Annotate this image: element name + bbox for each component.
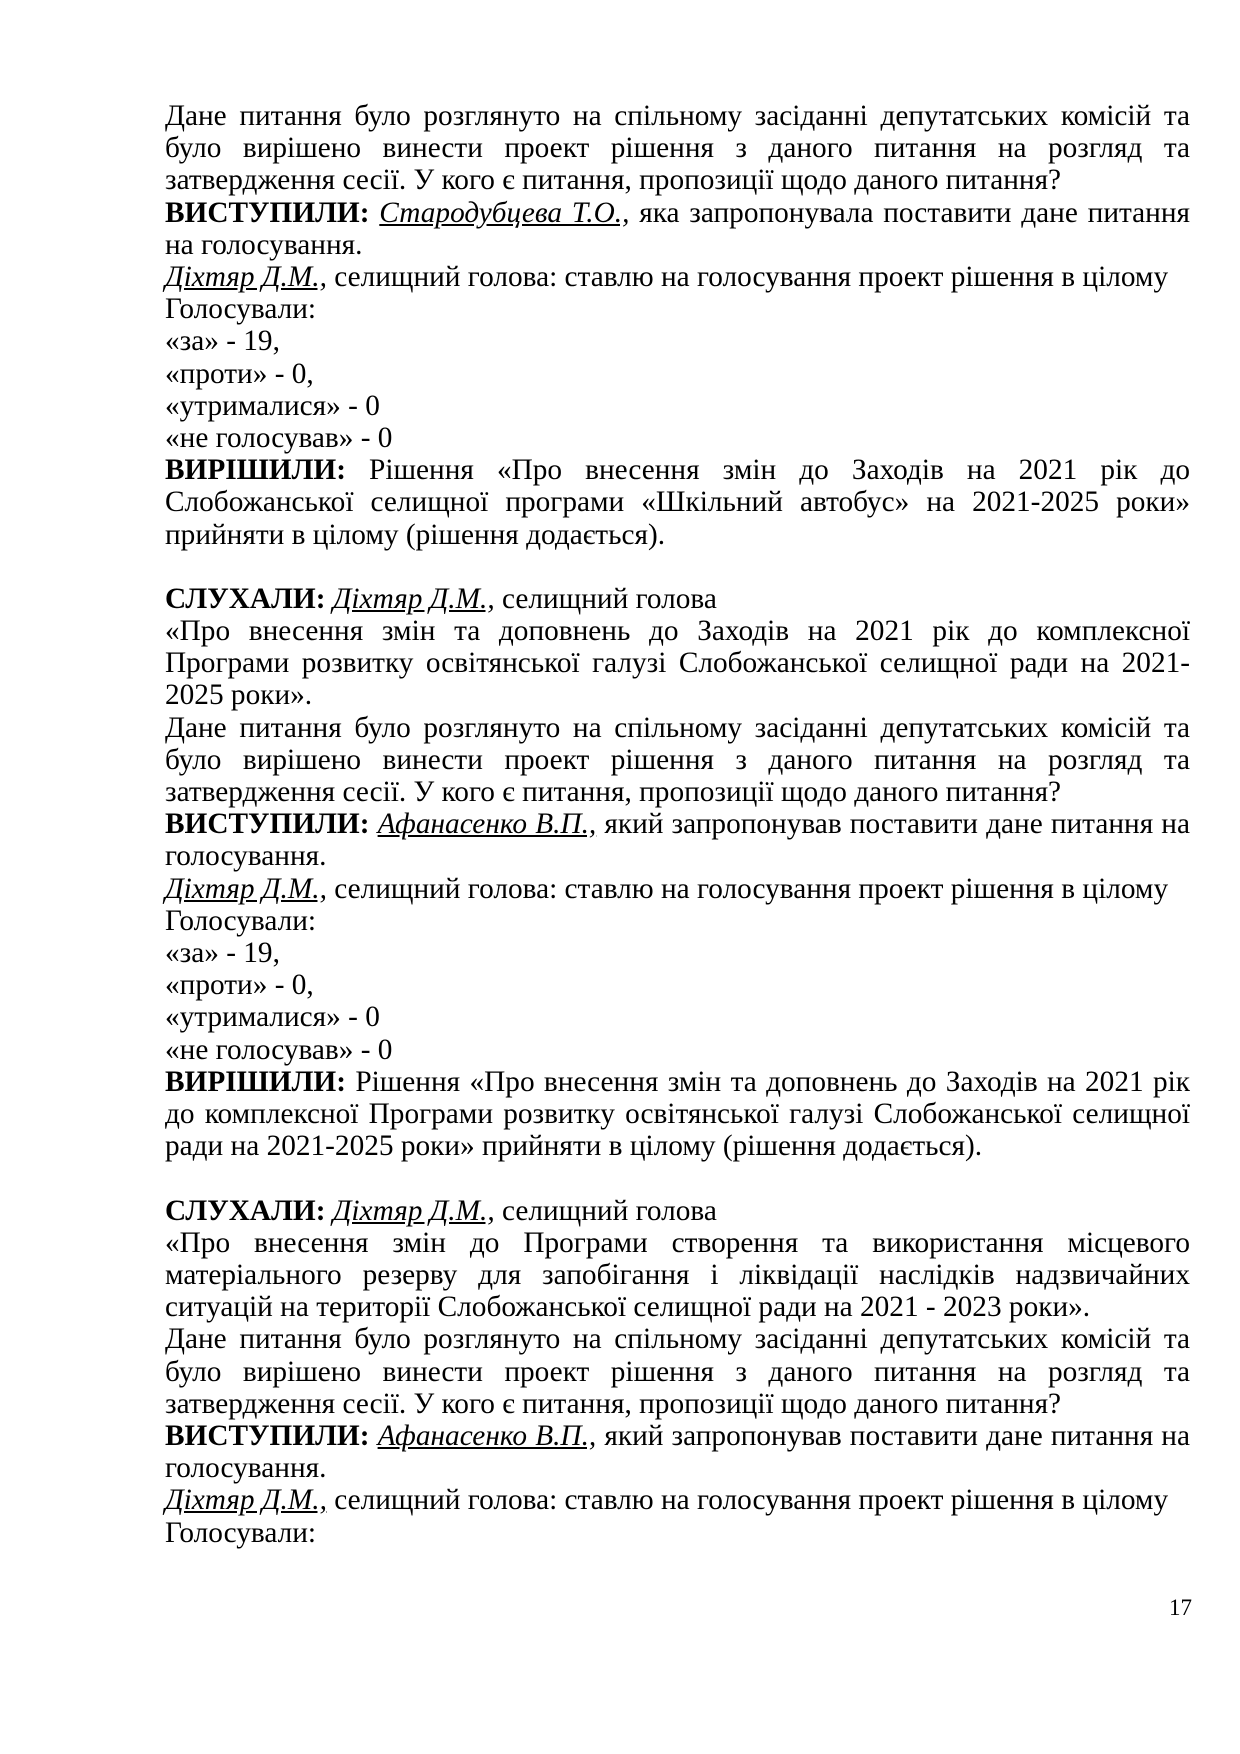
heard-text: селищний голова: [494, 1194, 717, 1227]
spoke-text: який запропонував поставити дане питання на голосування.: [165, 808, 1190, 873]
speaker-name: Афанасенко В.П.,: [377, 808, 597, 841]
section-gap: [165, 551, 1190, 583]
spoke-label: ВИСТУПИЛИ:: [165, 808, 370, 841]
heard-text: селищний голова: [494, 582, 717, 615]
spoke-paragraph: [165, 197, 1190, 261]
spoke-label: ВИСТУПИЛИ:: [165, 196, 370, 229]
vote-for: «за» - 19,: [165, 325, 280, 358]
heard-label: СЛУХАЛИ:: [165, 582, 326, 615]
spoke-paragraph: [165, 1420, 1190, 1484]
decided-label: ВИРІШИЛИ:: [165, 454, 346, 487]
discussion-paragraph: Дане питання було розглянуто на спільному засіданні депутатських комісій та було вирішено винести проект рішення з даного питання на розгляд та затвердження сесії. У кого є питання, пропозиції щодо даного питання?: [165, 1323, 1190, 1420]
head-name: Діхтяр Д.М.,: [165, 261, 327, 294]
head-text: селищний голова: ставлю на голосування проект рішення в цілому: [326, 261, 1169, 294]
head-text: селищний голова: ставлю на голосування проект рішення в цілому: [326, 872, 1169, 905]
heard-paragraph: [165, 583, 1190, 615]
decided-label: ВИРІШИЛИ:: [165, 1065, 346, 1098]
head-paragraph: [165, 873, 1190, 905]
voted-label: Голосували:: [165, 1516, 317, 1549]
vote-not-voted: «не голосував» - 0: [165, 422, 393, 455]
decided-text: Рішення «Про внесення змін та доповнень до Заходів на 2021 рік до комплексної Програми розвитку освітянської галузі Слобожанської селищної ради на 2021-2025 роки» прийняти в цілому (рішення додається).: [165, 1065, 1190, 1163]
vote-not-voted: «не голосував» - 0: [165, 1033, 393, 1066]
heard-paragraph: [165, 1195, 1190, 1227]
agenda-title: «Про внесення змін до Програми створення та використання місцевого матеріального резерву для запобігання і ліквідації наслідків надзвичайних ситуацій на території Слобожанської селищної ради на 2021 - 2023 роки».: [165, 1226, 1190, 1324]
head-paragraph: [165, 261, 1190, 293]
section-gap: [165, 1163, 1190, 1195]
head-name: Діхтяр Д.М.,: [165, 1484, 327, 1517]
head-text: селищний голова: ставлю на голосування проект рішення в цілому: [326, 1484, 1169, 1517]
vote-against: «проти» - 0,: [165, 357, 314, 390]
spoke-text: яка запропонувала поставити дане питання на голосування.: [165, 196, 1191, 261]
decided-text: Рішення «Про внесення змін до Заходів на 2021 рік до Слобожанської селищної програми «Шкільний автобус» на 2021-2025 роки» прийняти в цілому (рішення додається).: [165, 454, 1190, 551]
spoke-text: який запропонував поставити дане питання на голосування.: [165, 1419, 1190, 1485]
discussion-paragraph: Дане питання було розглянуто на спільному засіданні депутатських комісій та було вирішено винести проект рішення з даного питання на розгляд та затвердження сесії. У кого є питання, пропозиції щодо даного питання?: [165, 711, 1190, 809]
vote-abstained: «утрималися» - 0: [165, 1001, 380, 1034]
heard-name: Діхтяр Д.М.,: [332, 1194, 495, 1227]
voted-label: Голосували:: [165, 904, 317, 937]
decided-paragraph: [165, 454, 1190, 551]
spoke-label: ВИСТУПИЛИ:: [165, 1419, 370, 1452]
heard-label: СЛУХАЛИ:: [165, 1194, 326, 1227]
agenda-title: «Про внесення змін та доповнень до Заходів на 2021 рік до комплексної Програми розвитку освітянської галузі Слобожанської селищної ради на 2021-2025 роки».: [165, 615, 1190, 712]
heard-name: Діхтяр Д.М.,: [332, 582, 495, 615]
decided-paragraph: [165, 1066, 1190, 1163]
vote-against: «проти» - 0,: [165, 969, 314, 1002]
head-name: Діхтяр Д.М.,: [165, 872, 327, 905]
voted-label: Голосували:: [165, 293, 317, 326]
head-paragraph: [165, 1484, 1190, 1516]
speaker-name: Афанасенко В.П.,: [377, 1419, 597, 1452]
vote-abstained: «утрималися» - 0: [165, 389, 380, 422]
document-page: [165, 100, 1190, 1549]
page-number: 17: [1169, 1595, 1192, 1620]
discussion-paragraph: Дане питання було розглянуто на спільному засіданні депутатських комісій та було вирішено винести проект рішення з даного питання на розгляд та затвердження сесії. У кого є питання, пропозиції щодо даного питання?: [165, 100, 1190, 197]
vote-for: «за» - 19,: [165, 937, 280, 970]
speaker-name: Стародубцева Т.О.,: [379, 196, 630, 229]
spoke-paragraph: [165, 808, 1190, 872]
